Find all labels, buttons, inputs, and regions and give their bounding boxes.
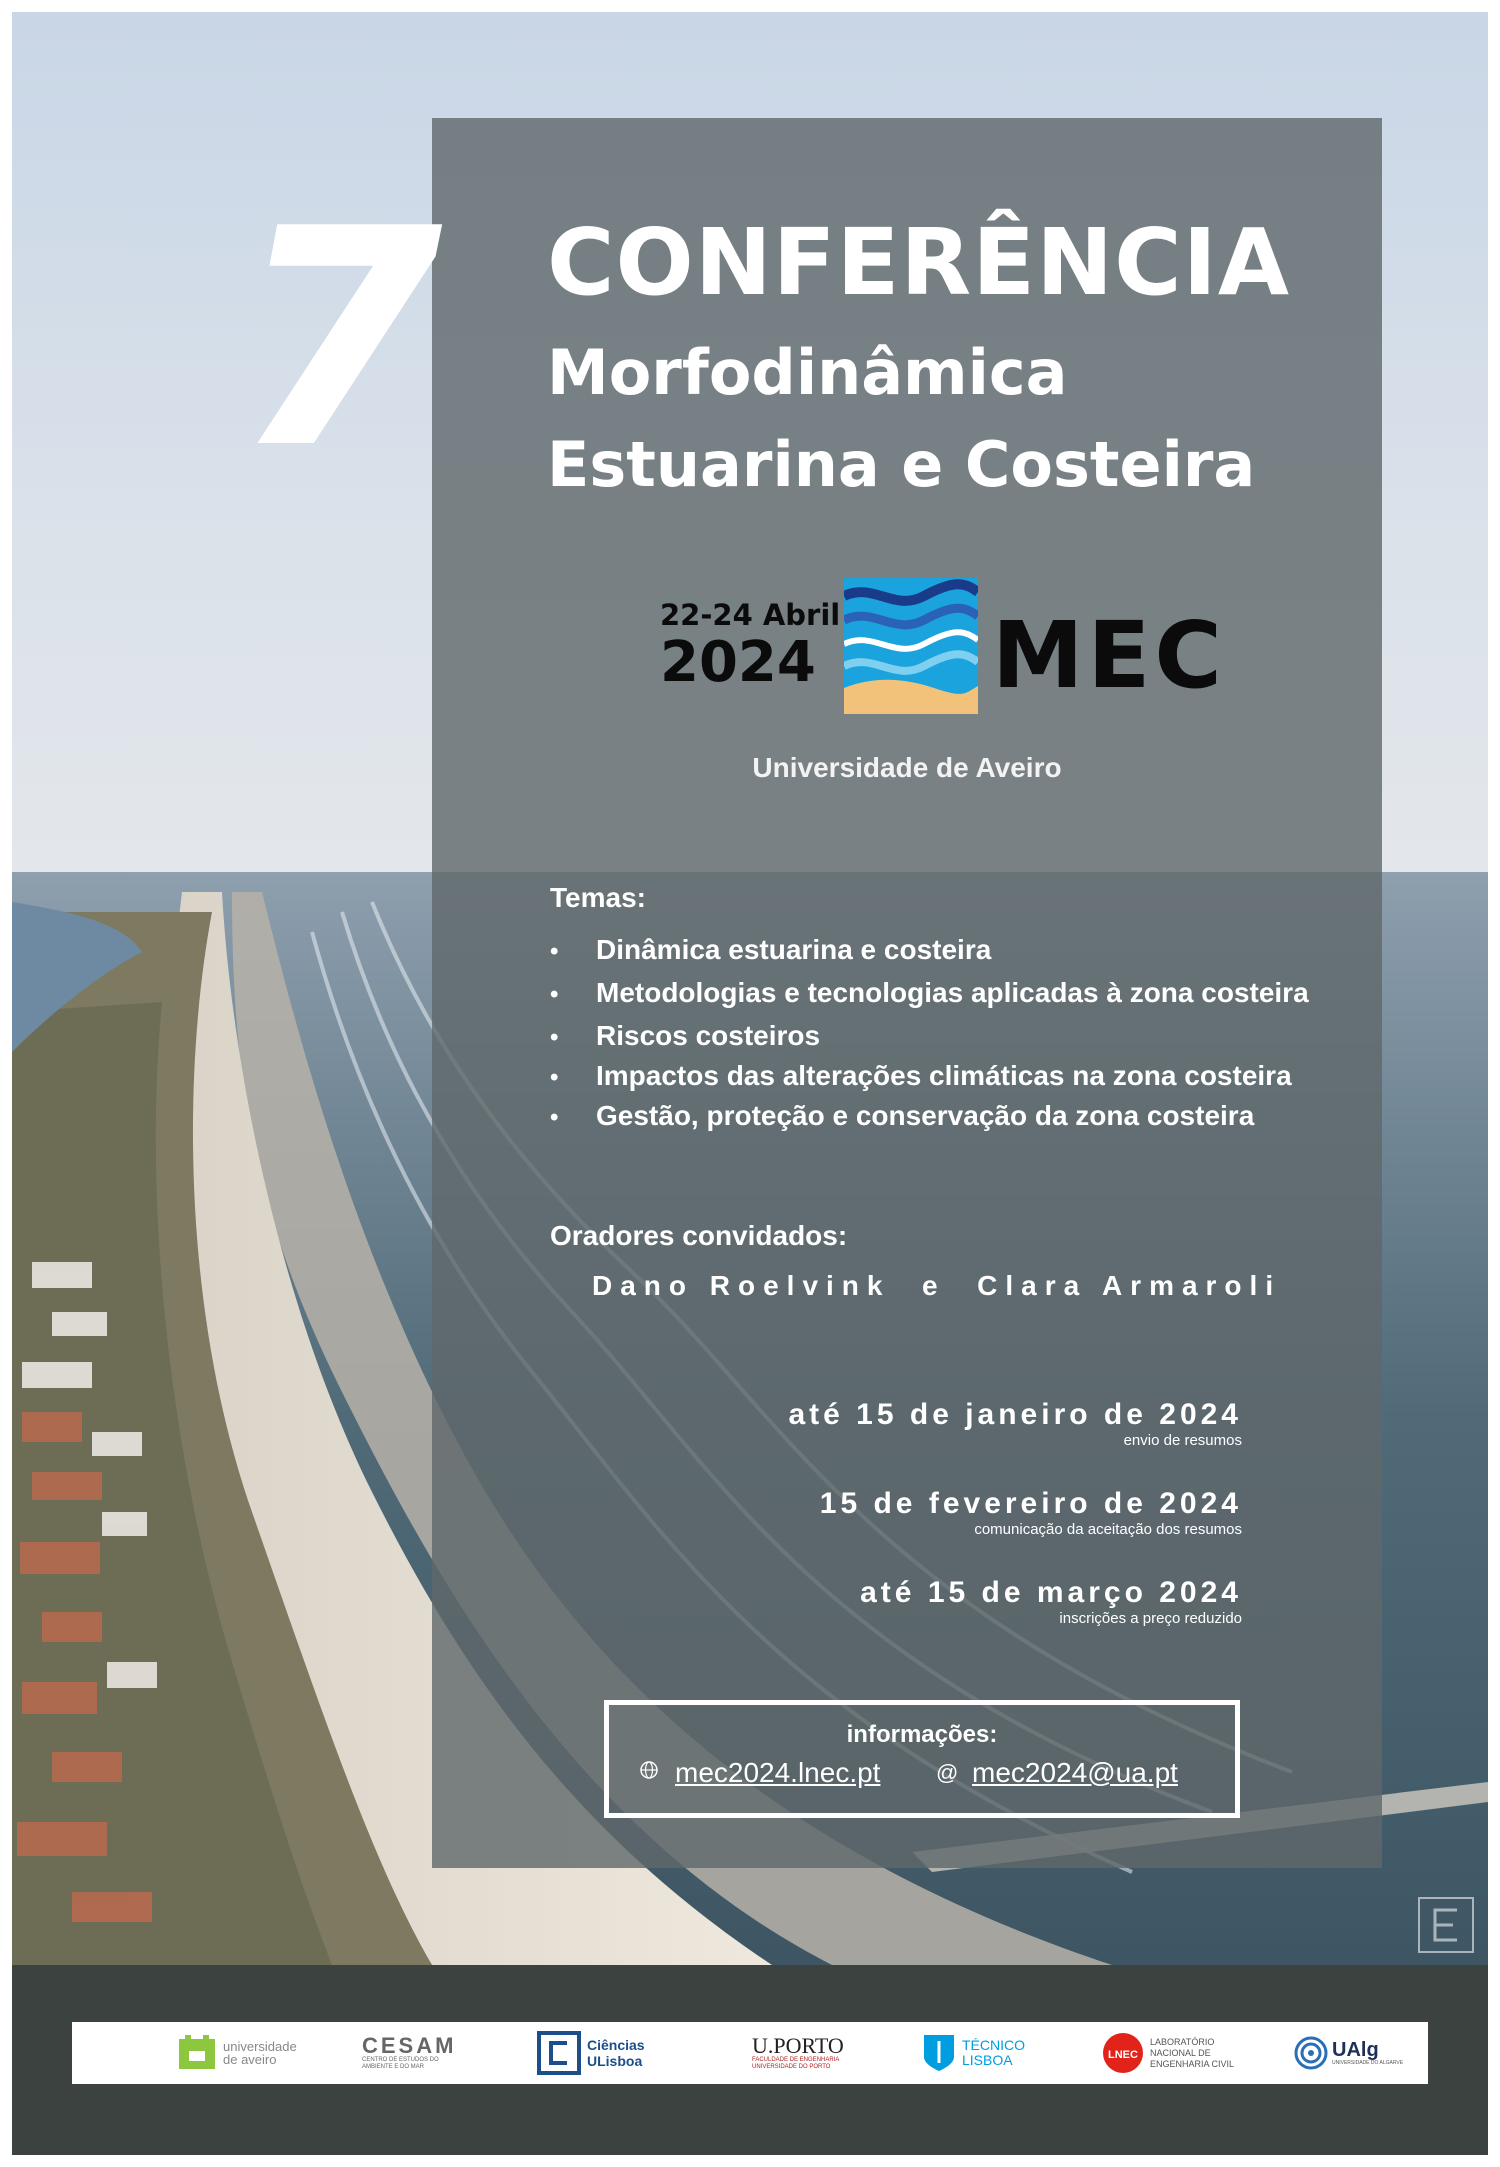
speakers-heading: Oradores convidados: xyxy=(550,1220,848,1251)
corner-watermark-icon xyxy=(1417,1896,1475,1954)
lnec-logo-icon xyxy=(1102,2032,1144,2074)
sponsor-logo-lnec: LNEC LABORATÓRIO NACIONAL DE ENGENHARIA CIVIL xyxy=(1102,2030,1260,2076)
sponsor-logo-tecnico: TÉCNICO LISBOA xyxy=(922,2030,1022,2076)
ciencias-logo-icon xyxy=(537,2031,581,2075)
topic-item: • Dinâmica estuarina e costeira xyxy=(550,934,992,965)
info-links xyxy=(639,1757,1178,1789)
deadline-registration xyxy=(860,1576,1242,1628)
info-box xyxy=(604,1700,1240,1818)
topic-item: • Impactos das alterações climáticas na zona costeira xyxy=(550,1060,1292,1091)
deadline-date: até 15 de janeiro de 2024 xyxy=(788,1398,1242,1431)
globe-icon xyxy=(639,1760,675,1786)
deadline-abstracts xyxy=(788,1398,1242,1450)
svg-text:LNEC: LNEC xyxy=(1108,2049,1138,2061)
conference-subtitle-line1: Morfodinâmica xyxy=(547,336,1068,409)
logo-year: 2024 xyxy=(660,630,816,695)
poster xyxy=(12,12,1488,2155)
email-link[interactable]: mec2024@ua.pt xyxy=(972,1757,1178,1788)
sponsor-logo-ciencias: Ciências ULisboa xyxy=(537,2030,657,2076)
sponsor-logo-cesam: CESAM CENTRO DE ESTUDOS DO AMBIENTE E DO MAR xyxy=(362,2033,457,2070)
deadline-label: envio de resumos xyxy=(1123,1432,1242,1449)
info-heading: informações: xyxy=(846,1721,998,1748)
tecnico-logo-icon xyxy=(922,2033,956,2073)
deadline-label: inscrições a preço reduzido xyxy=(1059,1610,1242,1627)
deadline-date: até 15 de março 2024 xyxy=(860,1576,1242,1609)
deadline-date: 15 de fevereiro de 2024 xyxy=(819,1487,1242,1520)
aveiro-logo-icon xyxy=(177,2033,217,2073)
ualg-logo-icon xyxy=(1294,2036,1328,2070)
topic-item: • Riscos costeiros xyxy=(550,1020,821,1051)
sponsor-logo-uporto: U.PORTO FACULDADE DE ENGENHARIA UNIVERSIDADE DO PORTO xyxy=(752,2033,844,2070)
logo-dates: 22-24 Abril xyxy=(660,598,841,632)
sponsor-logo-aveiro: universidade de aveiro xyxy=(177,2030,297,2076)
deadline-label: comunicação da aceitação dos resumos xyxy=(974,1521,1242,1538)
topics-heading: Temas: xyxy=(550,882,646,913)
conference-title: CONFERÊNCIA xyxy=(547,209,1291,316)
at-icon: @ xyxy=(936,1760,959,1785)
topics-list xyxy=(550,930,1309,1136)
sponsor-bar xyxy=(72,2022,1428,2084)
website-link[interactable]: mec2024.lnec.pt xyxy=(675,1757,881,1788)
edition-number: 7 xyxy=(234,165,433,514)
waves-logo-icon xyxy=(844,578,978,714)
sponsor-logo-ualg: UAlg UNIVERSIDADE DO ALGARVE xyxy=(1294,2030,1403,2076)
conference-subtitle-line2: Estuarina e Costeira xyxy=(547,428,1256,501)
topic-item: • Gestão, proteção e conservação da zona costeira xyxy=(550,1100,1255,1131)
venue: Universidade de Aveiro xyxy=(752,752,1062,783)
speakers-names: Dano Roelvink e Clara Armaroli xyxy=(592,1270,1282,1301)
logo-acronym: MEC xyxy=(992,602,1226,709)
topic-item: • Metodologias e tecnologias aplicadas à zona costeira xyxy=(550,977,1309,1008)
deadline-acceptance xyxy=(820,1487,1242,1539)
